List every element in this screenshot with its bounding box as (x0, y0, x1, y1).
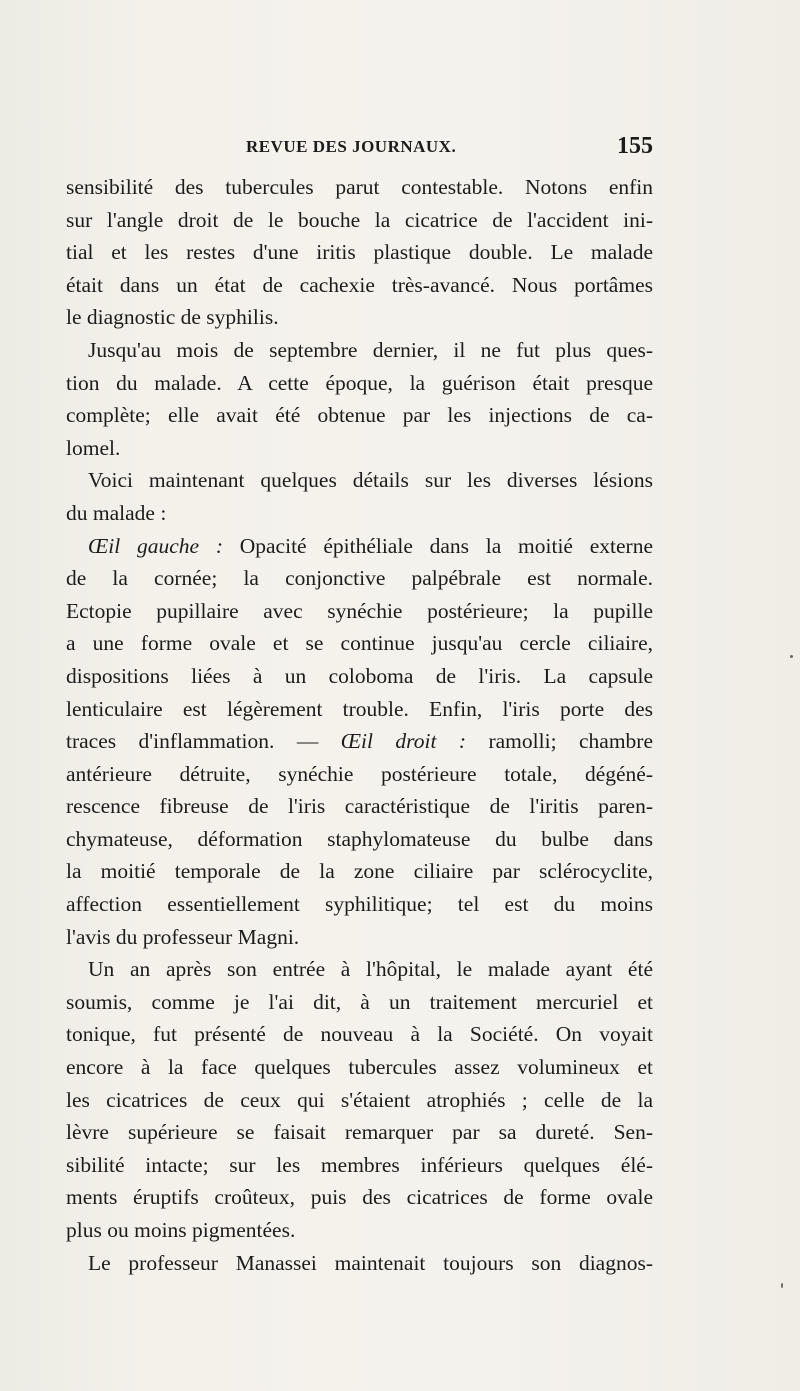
text-line (66, 497, 653, 530)
text-run: chymateuse, déformation staphylomateuse du bulbe dans (66, 826, 653, 851)
text-line (66, 562, 653, 595)
text-line (66, 725, 653, 758)
text-run: l'avis du professeur Magni. (66, 924, 300, 949)
text-run: Un an après son entrée à l'hôpital, le malade ayant été (88, 957, 653, 982)
text-line (66, 758, 653, 791)
text-run: dispositions liées à un coloboma de l'iris. La capsule (66, 663, 653, 688)
text-run: encore à la face quelques tubercules assez volumineux et (66, 1055, 653, 1080)
text-run: Jusqu'au mois de septembre dernier, il ne fut plus ques- (88, 337, 653, 362)
text-line (66, 986, 653, 1019)
text-run: affection essentiellement syphilitique; tel est du moins (66, 892, 653, 917)
page-header (66, 133, 653, 167)
text-run: lèvre supérieure se faisait remarquer par sa dureté. Sen- (66, 1120, 653, 1145)
text-line (66, 399, 653, 432)
paper-speck (781, 1283, 783, 1288)
text-line (66, 204, 653, 237)
text-run: lenticulaire est légèrement trouble. Enfin, l'iris porte des (66, 696, 653, 721)
text-run: tonique, fut présenté de nouveau à la Société. On voyait (66, 1022, 653, 1047)
text-run: traces d'inflammation. — (66, 729, 341, 754)
text-run: sur l'angle droit de le bouche la cicatrice de l'accident ini- (66, 207, 653, 232)
text-run: sibilité intacte; sur les membres inférieurs quelques élé- (66, 1152, 653, 1177)
paper-speck (790, 655, 793, 658)
text-line (66, 530, 653, 563)
text-run: plus ou moins pigmentées. (66, 1218, 296, 1242)
text-run: rescence fibreuse de l'iris caractéristique de l'iritis paren- (66, 794, 653, 819)
text-run: Le professeur Manassei maintenait toujours son diagnos- (88, 1250, 653, 1275)
text-run: du malade : (66, 500, 167, 525)
body-text (66, 171, 653, 1279)
text-run: la moitié temporale de la zone ciliaire par sclérocyclite, (66, 859, 653, 884)
text-line (66, 269, 653, 302)
text-line (66, 1149, 653, 1182)
text-run: ramolli; chambre (466, 729, 653, 754)
text-line (66, 790, 653, 823)
text-line (66, 855, 653, 888)
text-run: le diagnostic de syphilis. (66, 305, 279, 330)
text-run: sensibilité des tubercules parut contestable. Notons enfin (66, 175, 653, 199)
text-line (66, 367, 653, 400)
text-line (66, 171, 653, 204)
text-run: antérieure détruite, synéchie postérieure totale, dégéné- (66, 761, 653, 786)
text-line (66, 1116, 653, 1149)
text-run: les cicatrices de ceux qui s'étaient atrophiés ; celle de la (66, 1087, 653, 1112)
text-line (66, 1051, 653, 1084)
text-run: de la cornée; la conjonctive palpébrale est normale. (66, 566, 653, 591)
text-run: tial et les restes d'une iritis plastique double. Le malade (66, 240, 653, 265)
text-line (66, 921, 653, 954)
text-run: a une forme ovale et se continue jusqu'au cercle ciliaire, (66, 631, 653, 656)
text-run: Voici maintenant quelques détails sur les diverses lésions (88, 468, 653, 493)
text-run: soumis, comme je l'ai dit, à un traitement mercuriel et (66, 989, 653, 1014)
text-line (66, 660, 653, 693)
text-line (66, 1018, 653, 1051)
text-line (66, 595, 653, 628)
page-number: 155 (617, 133, 653, 159)
text-line (66, 693, 653, 726)
running-head: REVUE DES JOURNAUX. (246, 137, 457, 156)
text-line (66, 627, 653, 660)
text-run: ments éruptifs croûteux, puis des cicatrices de forme ovale (66, 1185, 653, 1210)
text-run: était dans un état de cachexie très-avancé. Nous portâmes (66, 272, 653, 297)
italic-run: Œil droit : (340, 729, 467, 754)
text-line (66, 1181, 653, 1214)
text-line (66, 464, 653, 497)
text-run: complète; elle avait été obtenue par les injections de ca- (66, 403, 653, 428)
text-line (66, 334, 653, 367)
text-run: tion du malade. A cette époque, la guérison était presque (66, 370, 653, 395)
text-line (66, 1084, 653, 1117)
text-run: Opacité épithéliale dans la moitié externe (222, 533, 653, 558)
text-line (66, 953, 653, 986)
text-line (66, 236, 653, 269)
text-line (66, 823, 653, 856)
text-line (66, 301, 653, 334)
text-run: lomel. (66, 435, 121, 460)
text-line (66, 1247, 653, 1280)
text-line (66, 888, 653, 921)
italic-run: Œil gauche : (88, 533, 223, 558)
text-line (66, 432, 653, 465)
text-line (66, 1214, 653, 1247)
text-run: Ectopie pupillaire avec synéchie postérieure; la pupille (66, 598, 653, 623)
